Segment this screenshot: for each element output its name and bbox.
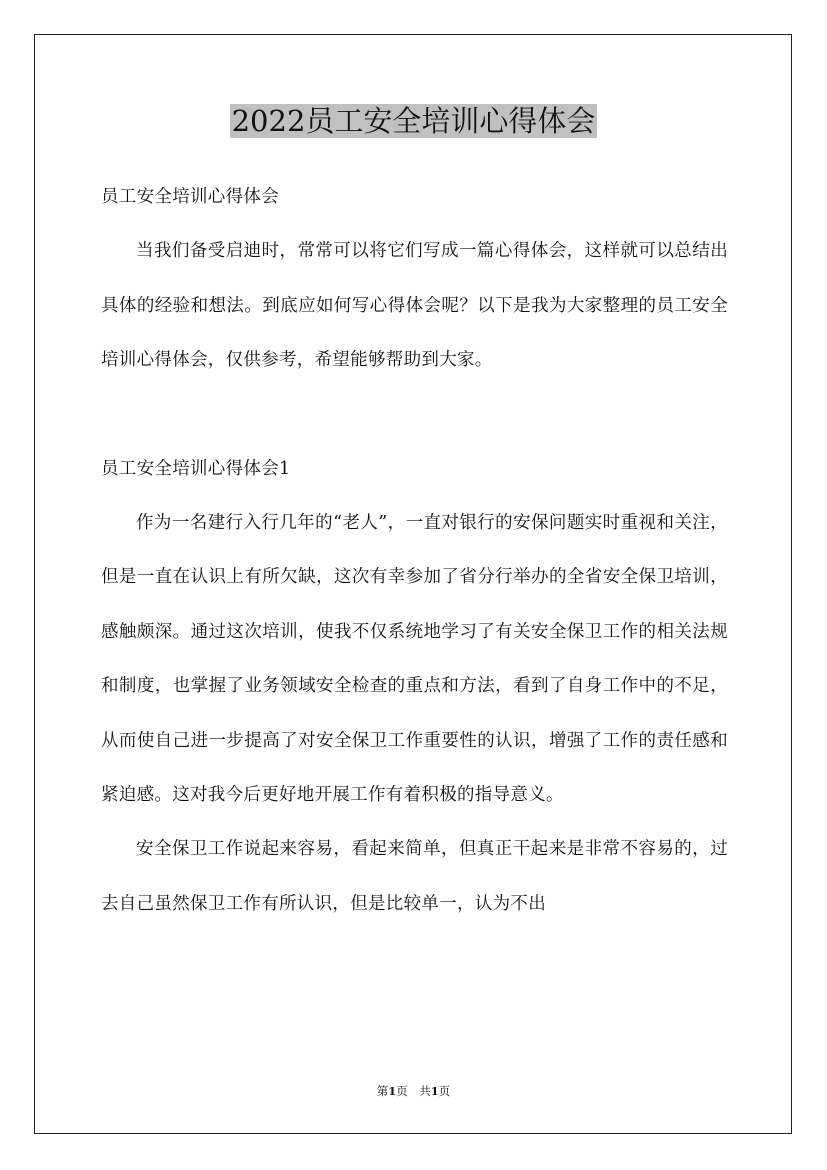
page-label-middle: 页 共 — [396, 1084, 431, 1098]
section-heading: 员工安全培训心得体会 — [101, 187, 279, 207]
section-heading: 员工安全培训心得体会1 — [101, 458, 291, 479]
intro-paragraph: 当我们备受启迪时，常常可以将它们写成一篇心得体会，这样就可以总结出具体的经验和想法。到底应如何写心得体会呢？以下是我为大家整理的员工安全培训心得体会，仅供参考，希望能够帮助到大家。 — [101, 241, 728, 371]
document-title — [0, 99, 827, 143]
document-body — [101, 170, 728, 931]
page-footer — [0, 1082, 827, 1100]
body-paragraph: 安全保卫工作说起来容易，看起来简单，但真正干起来是非常不容易的，过去自己虽然保卫工作有所认识，但是比较单一，认为不出 — [101, 839, 728, 914]
current-page-number: 1 — [388, 1084, 397, 1098]
total-page-number: 1 — [430, 1084, 439, 1098]
page-label-prefix: 第 — [376, 1084, 389, 1098]
document-title-text: 2022员工安全培训心得体会 — [231, 104, 596, 138]
paragraph-spacer — [101, 388, 728, 442]
page-label-suffix: 页 — [438, 1084, 451, 1098]
body-paragraph: 作为一名建行入行几年的“老人”，一直对银行的安保问题实时重视和关注，但是一直在认识上有所欠缺，这次有幸参加了省分行举办的全省安全保卫培训，感触颇深。通过这次培训，使我不仅系统地学习了有关安全保卫工作的相关法规和制度，也掌握了业务领域安全检查的重点和方法，看到了自身工作中的不足，从而使自己进一步提高了对安全保卫工作重要性的认识，增强了工作的责任感和紧迫感。这对我今后更好地开展工作有着积极的指导意义。 — [101, 513, 728, 806]
